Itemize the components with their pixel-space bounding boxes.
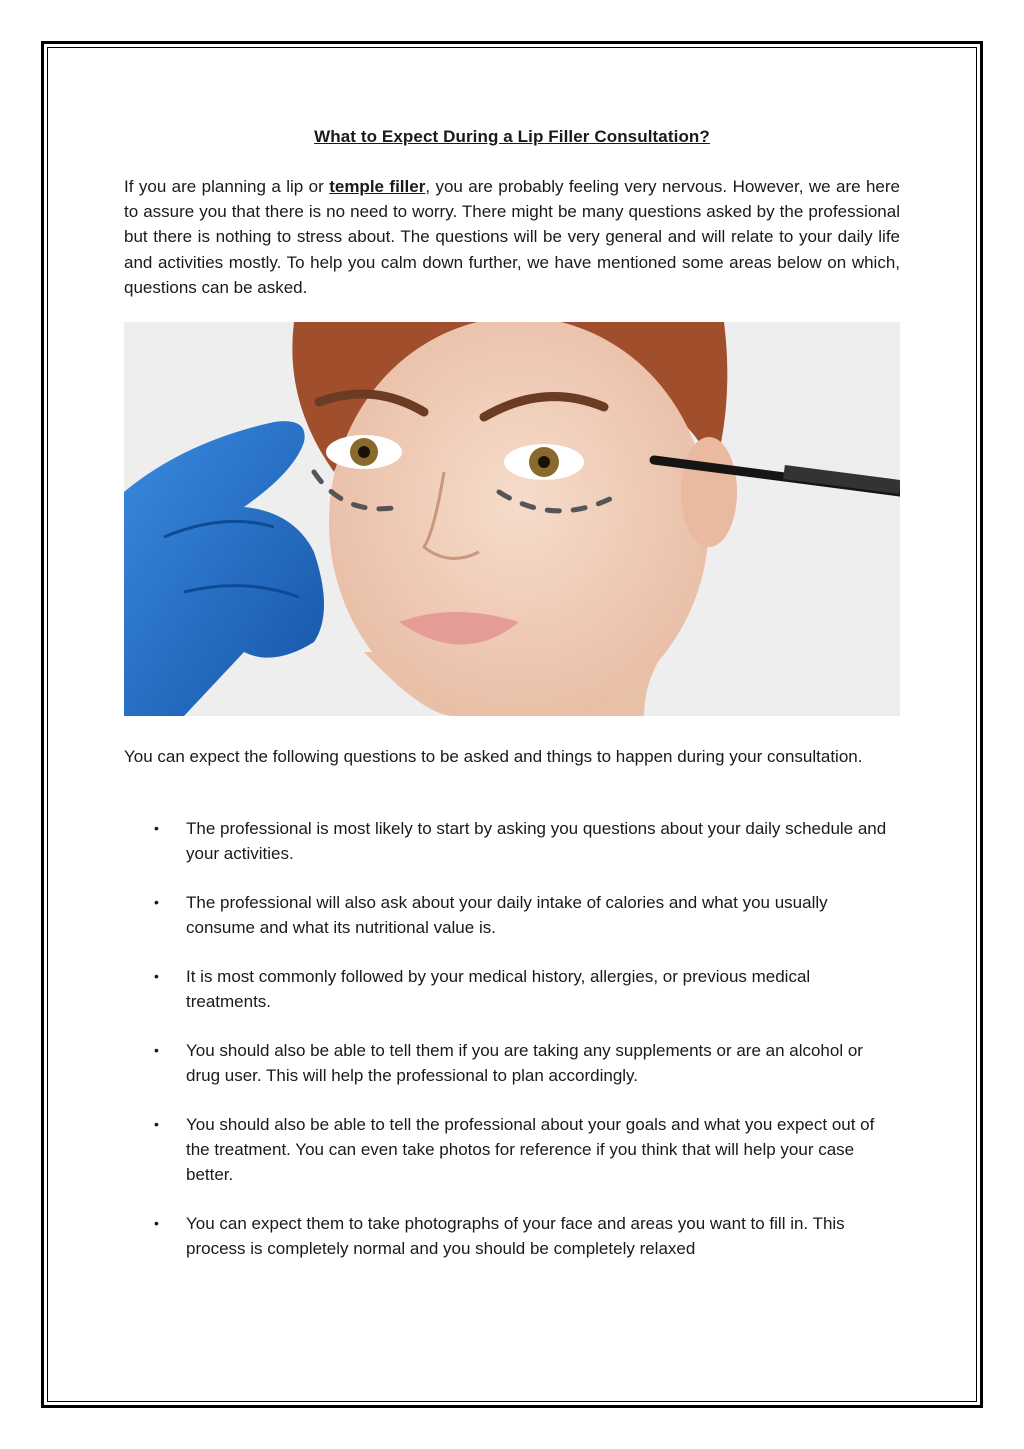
list-item-text: It is most commonly followed by your medical history, allergies, or previous medical treatments.: [186, 967, 811, 1012]
document-body: [124, 120, 900, 1285]
list-item-text: The professional is most likely to start by asking you questions about your daily schedule and your activities.: [186, 819, 887, 864]
temple-filler-link[interactable]: temple filler: [329, 177, 426, 196]
ear-shape: [681, 437, 737, 547]
bullet-icon: •: [154, 1215, 159, 1232]
intro-text-start: If you are planning a lip or: [124, 177, 330, 196]
list-item-text: You can expect them to take photographs of your face and areas you want to fill in. This process is completely normal and you should be completely relaxed: [186, 1214, 845, 1259]
document-title: What to Expect During a Lip Filler Consultation?: [314, 127, 710, 146]
bullet-icon: •: [154, 968, 159, 985]
list-item: [124, 1038, 898, 1088]
left-pupil: [358, 446, 370, 458]
list-item: [124, 816, 898, 866]
bullet-icon: •: [154, 1116, 159, 1133]
list-item-text: You should also be able to tell the professional about your goals and what you expect out of the treatment. You can even take photos for reference if you think that will help your case better.: [186, 1115, 875, 1185]
bullet-icon: •: [154, 820, 159, 837]
after-image-paragraph: You can expect the following questions to be asked and things to happen during your consultation.: [124, 747, 863, 767]
right-pupil: [538, 456, 550, 468]
bullet-icon: •: [154, 894, 159, 911]
list-item: [124, 1112, 898, 1187]
list-item-text: You should also be able to tell them if you are taking any supplements or are an alcohol or drug user. This will help the professional to plan accordingly.: [186, 1041, 863, 1086]
list-item: [124, 964, 898, 1014]
face-marking-photo: [124, 322, 900, 716]
intro-text-end: , you are probably feeling very nervous. However, we are here to assure you that there is no need to worry. There might be many questions asked by the professional but there is nothing to stress about. The questions will be very general and will relate to your daily life and activities mostly. To help you calm down further, we have mentioned some areas below on which, questions can be asked.: [124, 177, 901, 297]
consultation-points-list: [124, 816, 900, 1261]
photo-illustration: [124, 322, 900, 716]
list-item-text: The professional will also ask about your daily intake of calories and what you usually consume and what its nutritional value is.: [186, 893, 828, 938]
bullet-icon: •: [154, 1042, 159, 1059]
face-shape: [329, 322, 709, 716]
list-item: [124, 890, 898, 940]
list-item: [124, 1211, 898, 1261]
intro-paragraph: [124, 174, 900, 300]
